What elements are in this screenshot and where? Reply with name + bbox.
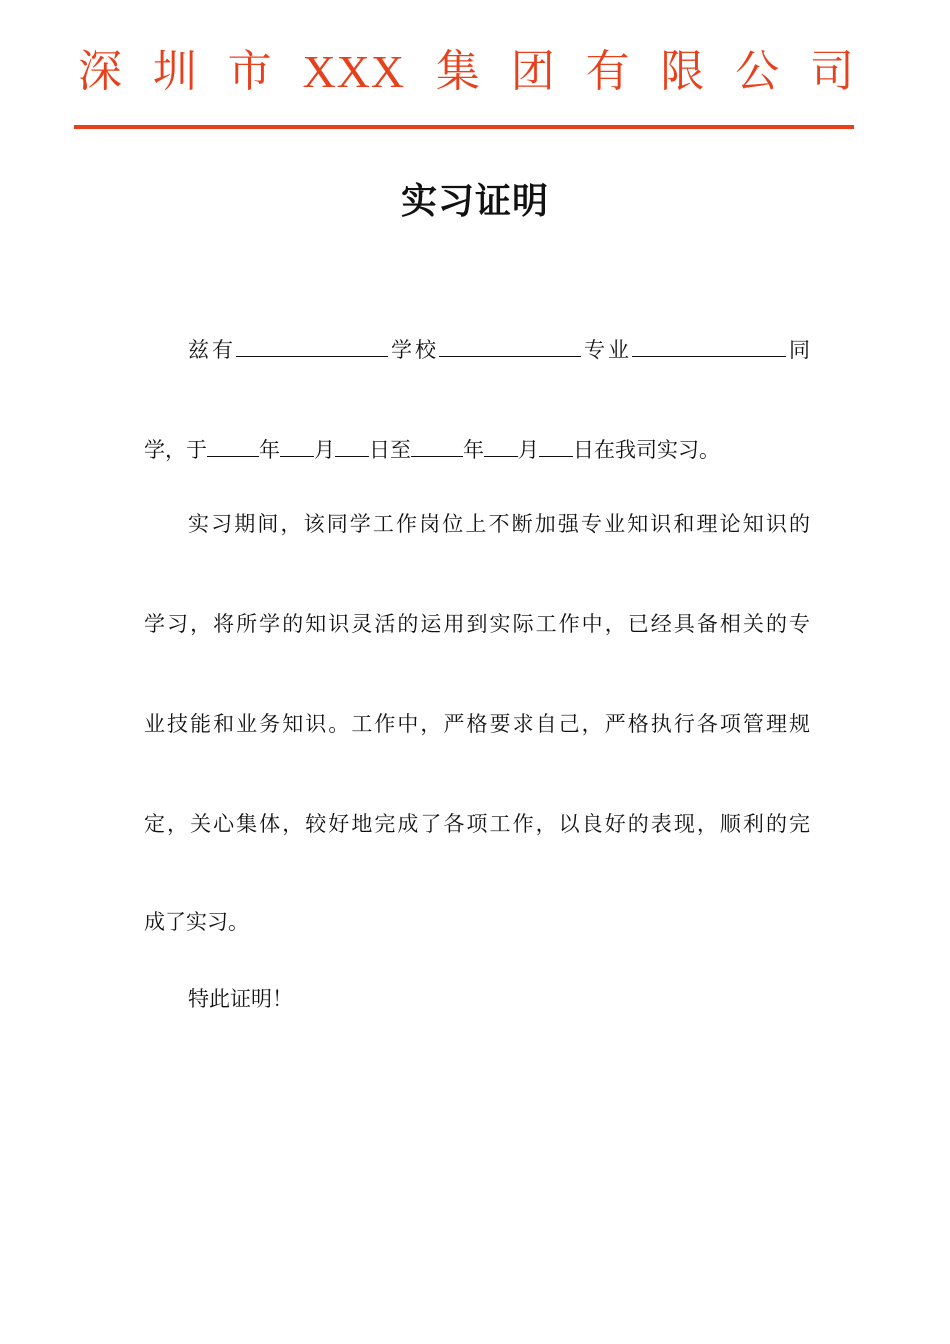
body-line: 定，关心集体，较好地完成了各项工作，以良好的表现，顺利的完: [144, 812, 810, 836]
company-name-char: 市: [227, 46, 272, 97]
blank-end-year[interactable]: [411, 434, 463, 457]
blank-major[interactable]: [632, 334, 786, 357]
intro-text: 专业: [581, 338, 632, 362]
intro-text: 年: [463, 438, 484, 462]
intro-text: 年: [259, 438, 280, 462]
intro-text: 月: [314, 438, 335, 462]
blank-end-day[interactable]: [539, 434, 573, 457]
company-name-char: 深: [78, 46, 122, 97]
body-line: 学习，将所学的知识灵活的运用到实际工作中，已经具备相关的专: [144, 612, 810, 636]
closing-line: 特此证明！: [188, 987, 293, 1011]
company-name-char: 限: [660, 46, 705, 97]
intro-text: 学校: [388, 338, 439, 362]
blank-end-month[interactable]: [484, 434, 518, 457]
company-name-char: 圳: [152, 46, 197, 97]
document-title: 实习证明: [400, 181, 549, 222]
blank-school[interactable]: [439, 334, 581, 357]
header-divider: [74, 125, 854, 129]
intro-text: 日至: [369, 438, 411, 462]
intro-text: 同: [786, 338, 810, 362]
body-line: 实习期间，该同学工作岗位上不断加强专业知识和理论知识的: [188, 512, 810, 536]
company-name-char: 集: [435, 46, 480, 97]
intro-line-2: [144, 434, 810, 466]
company-name-char: 有: [585, 46, 630, 97]
intro-text: 日在我司实习。: [573, 438, 720, 462]
blank-start-month[interactable]: [280, 434, 314, 457]
company-name-char: 公: [735, 46, 780, 97]
body-line: 业技能和业务知识。工作中，严格要求自己，严格执行各项管理规: [144, 712, 810, 736]
intro-line-1: [188, 334, 810, 366]
body-line: 成了实习。: [144, 910, 249, 934]
blank-name[interactable]: [236, 334, 388, 357]
company-name-char: 司: [809, 46, 854, 97]
company-name-char: 团: [510, 46, 555, 97]
blank-start-year[interactable]: [207, 434, 259, 457]
company-name: [78, 44, 854, 100]
blank-start-day[interactable]: [335, 434, 369, 457]
intro-text: 学，于: [144, 438, 207, 462]
company-name-char: XXX: [302, 46, 406, 97]
intro-text: 兹有: [188, 338, 236, 362]
intro-text: 月: [518, 438, 539, 462]
